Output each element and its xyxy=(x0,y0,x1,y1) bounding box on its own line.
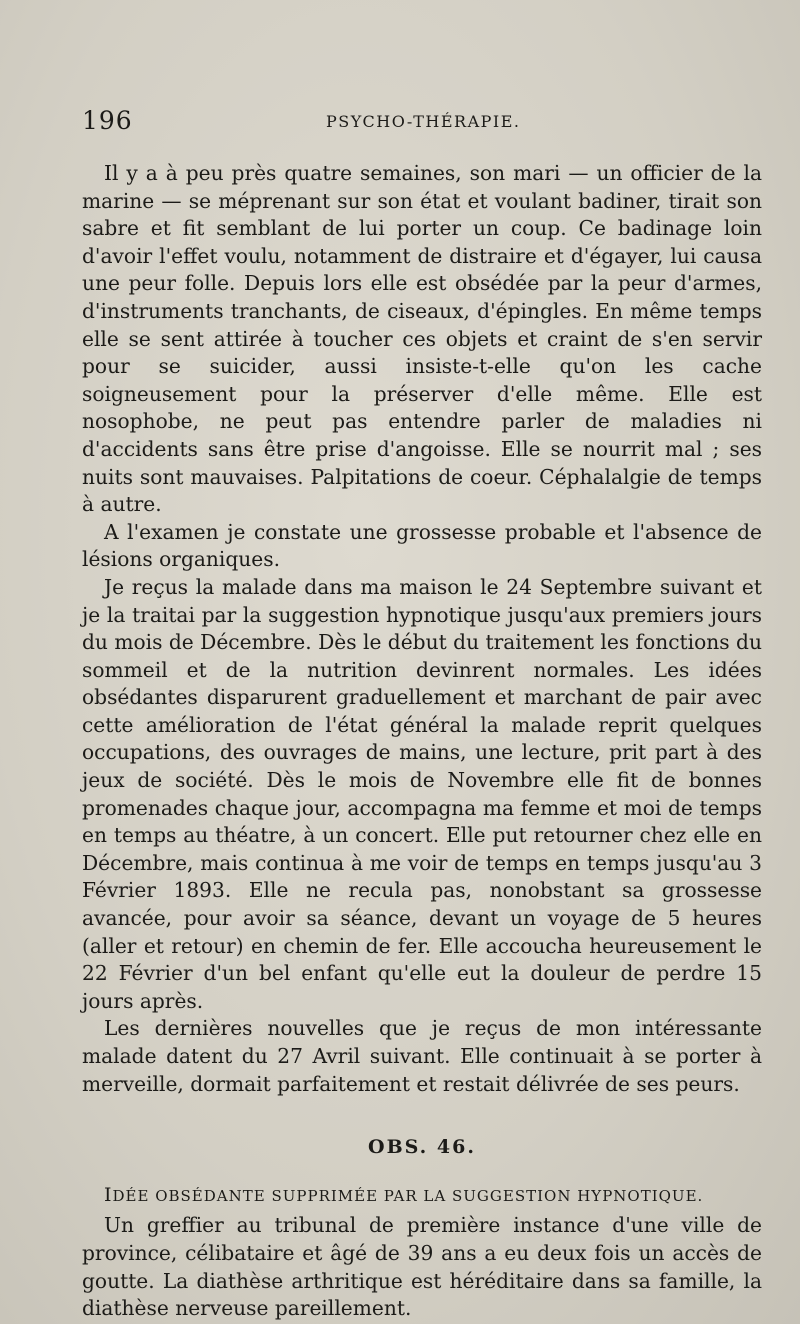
observation-paragraph: Un greffier au tribunal de première instance d'une ville de province, célibataire et âgé de 39 ans a eu deux fois un accès de goutte. La diathèse arthritique est héréditaire dans sa famille, la diathèse nerveuse pareillement. xyxy=(82,1213,762,1321)
observation-subtitle-initial: I xyxy=(104,1183,113,1206)
paragraph-1: Il y a à peu près quatre semaines, son mari — un officier de la marine — se méprenant sur son état et voulant badiner, tirait son sabre et fit semblant de lui porter un coup. Ce badinage loin d'avoir l'effet voulu, notamment de distraire et d'égayer, lui causa une peur folle. Depuis lors elle est obsédée par la peur d'armes, d'instruments tranchants, de ciseaux, d'épingles. En même temps elle se sent attirée à toucher ces objets et craint de s'en servir pour se suicider, aussi insiste-t-elle qu'on les cache soigneusement pour la préserver d'elle même. Elle est nosophobe, ne peut pas entendre parler de maladies ni d'accidents sans être prise d'angoisse. Elle se nourrit mal ; ses nuits sont mauvaises. Palpitations de coeur. Céphalalgie de temps à autre. xyxy=(82,161,762,517)
page-header xyxy=(82,106,760,140)
observation-subtitle-rest: DÉE OBSÉDANTE SUPPRIMÉE PAR LA SUGGESTION HYPNOTIQUE. xyxy=(112,1186,704,1205)
paragraph-3: Je reçus la malade dans ma maison le 24 Septembre suivant et je la traitai par la suggestion hypnotique jusqu'aux premiers jours du mois de Décembre. Dès le début du traitement les fonctions du sommeil et de la nutrition devinrent normales. Les idées obsédantes disparurent graduellement et marchant de pair avec cette amélioration de l'état général la malade reprit quelques occupations, des ouvrages de mains, une lecture, prit part à des jeux de société. Dès le mois de Novembre elle fit de bonnes promenades chaque jour, accompagna ma femme et moi de temps en temps au théatre, à un concert. Elle put retourner chez elle en Décembre, mais continua à me voir de temps en temps jusqu'au 3 Février 1893. Elle ne recula pas, nonobstant sa grossesse avancée, pour avoir sa séance, devant un voyage de 5 heures (aller et retour) en chemin de fer. Elle accoucha heureusement le 22 Février d'un bel enfant qu'elle eut la douleur de perdre 15 jours après. xyxy=(82,574,762,1013)
page-number: 196 xyxy=(82,106,133,135)
body-text xyxy=(82,160,762,1323)
observation-subtitle xyxy=(104,1182,762,1211)
running-head: PSYCHO-THÉRAPIE. xyxy=(326,112,521,131)
paragraph-4: Les dernières nouvelles que je reçus de mon intéressante malade datent du 27 Avril suivant. Elle continuait à se porter à merveille, dormait parfaitement et restait délivrée de ses peurs. xyxy=(82,1016,762,1096)
paragraph-2: A l'examen je constate une grossesse probable et l'absence de lésions organiques. xyxy=(82,519,762,572)
observation-title: OBS. 46. xyxy=(368,1136,476,1159)
